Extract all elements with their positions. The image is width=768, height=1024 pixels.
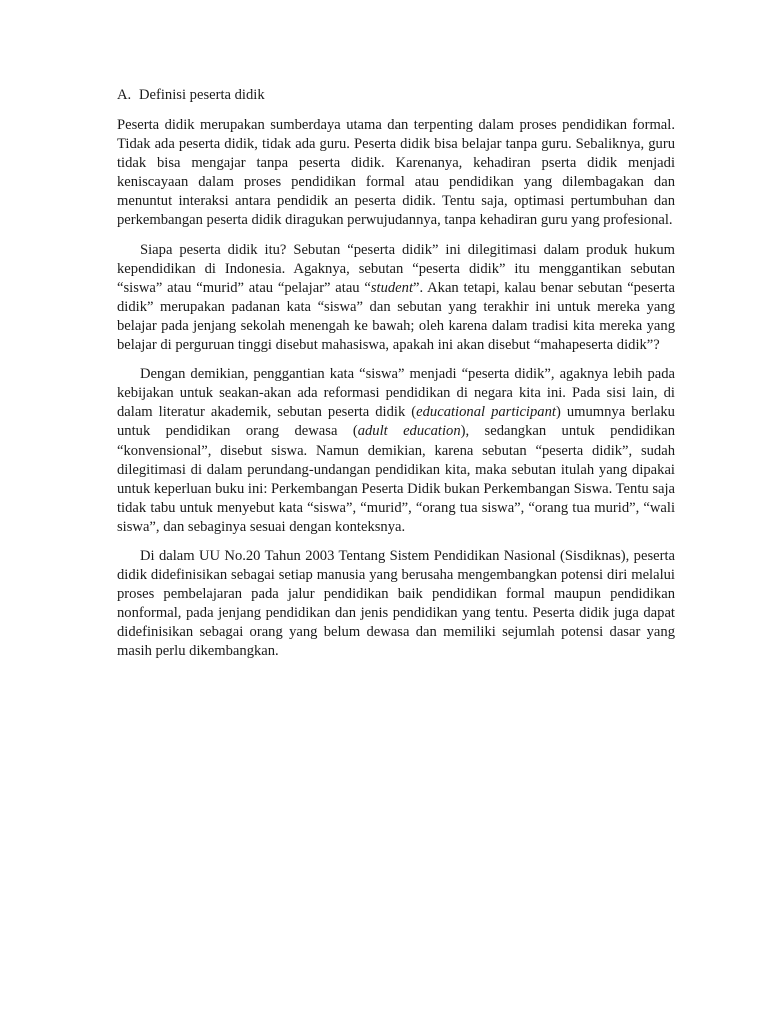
paragraph-1 xyxy=(117,116,675,231)
italic-term: educational participant xyxy=(416,404,556,421)
paragraph-text: ), sedangkan untuk pendidikan “konvensional”, disebut siswa. Namun demikian, karena sebutan “peserta didik”, sudah dilegitimasi di dalam perundang-undangan pendidikan kita, maka sebutan itulah yang dipakai untuk keperluan buku ini: Perkembangan Peserta Didik bukan Perkembangan Siswa. Tentu saja tidak tabu untuk menyebut kata “siswa”, “murid”, “orang tua siswa”, “orang tua murid”, “wali siswa”, dan sebaginya sesuai dengan konteksnya. xyxy=(117,423,676,535)
section-heading xyxy=(117,86,675,105)
paragraph-text: Siapa peserta didik itu? Sebutan “peserta didik” ini dilegitimasi dalam produk hukum kependidikan di Indonesia. Agaknya, sebutan “peserta didik” itu menggantikan sebutan “siswa” atau “murid” atau “pelajar” atau “ xyxy=(117,241,675,296)
document-body xyxy=(117,86,675,672)
section-title: Definisi peserta didik xyxy=(139,87,265,103)
paragraph-text: ”. Akan tetapi, kalau benar sebutan “peserta didik” merupakan padanan kata “siswa” dan sebutan yang terakhir ini untuk mereka yang belajar pada jenjang sekolah menengah ke bawah; oleh karena dalam tradisi kita mereka yang belajar di perguruan tinggi disebut mahasiswa, apakah ini akan disebut “mahapeserta didik”? xyxy=(117,279,675,354)
paragraph-3 xyxy=(117,365,675,537)
paragraph-2 xyxy=(117,241,675,356)
paragraph-text: ) umumnya berlaku untuk pendidikan orang dewasa ( xyxy=(117,404,675,440)
paragraph-text: Di dalam UU No.20 Tahun 2003 Tentang Sistem Pendidikan Nasional (Sisdiknas), peserta didik didefinisikan sebagai setiap manusia yang berusaha mengembangkan potensi diri melalui proses pembelajaran pada jalur pendidikan baik pendidikan formal maupun pendidikan nonformal, pada jenjang pendidikan dan jenis pendidikan yang tentu. Peserta didik juga dapat didefinisikan sebagai orang yang belum dewasa dan memiliki sejumlah potensi dasar yang masih perlu dikembangkan. xyxy=(117,547,675,660)
paragraph-text: Peserta didik merupakan sumberdaya utama dan terpenting dalam proses pendidikan formal. Tidak ada peserta didik, tidak ada guru. Peserta didik bisa belajar tanpa guru. Sebaliknya, guru tidak bisa mengajar tanpa peserta didik. Karenanya, kehadiran pserta didik menjadi keniscayaan dalam proses pendidikan formal atau pendidikan yang dilembagakan dan menuntut interaksi antara pendidik an peserta didik. Tentu saja, optimasi pertumbuhan dan perkembangan peserta didik diragukan perwujudannya, tanpa kehadiran guru yang profesional. xyxy=(117,117,675,229)
italic-term: adult education xyxy=(357,423,461,440)
italic-term: student xyxy=(370,279,414,296)
section-number: A. xyxy=(117,87,132,103)
paragraph-4 xyxy=(117,547,675,662)
paragraph-text: Dengan demikian, penggantian kata “siswa” menjadi “peserta didik”, agaknya lebih pada kebijakan untuk seakan-akan ada reformasi pendidikan di negara kita ini. Pada sisi lain, di dalam literatur akademik, sebutan peserta didik ( xyxy=(117,366,675,421)
